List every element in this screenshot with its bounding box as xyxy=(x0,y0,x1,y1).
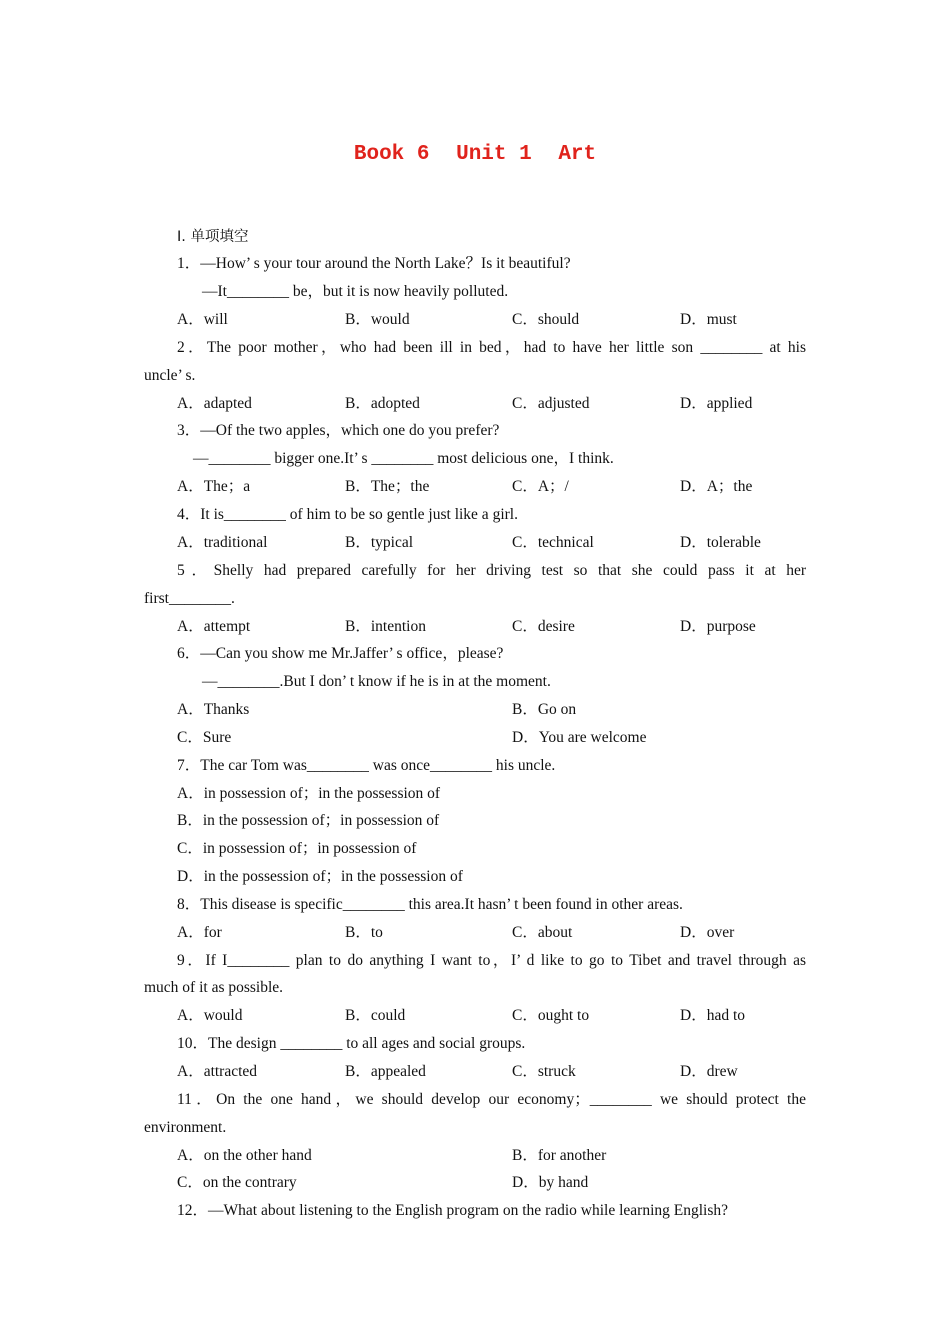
question-1-option-a: A．will xyxy=(177,311,228,328)
question-11-option-c: C．on the contrary xyxy=(177,1174,297,1191)
question-1-option-b: B．would xyxy=(345,311,410,328)
title-topic: Art xyxy=(558,143,597,166)
question-5-option-a: A．attempt xyxy=(177,618,251,635)
title-unit: Unit 1 xyxy=(456,143,532,166)
question-3-option-a: A．The；a xyxy=(177,478,251,495)
question-9-option-d: D．had to xyxy=(680,1007,746,1024)
question-4-option-d: D．tolerable xyxy=(680,534,761,551)
question-3-stem: 3．—Of the two apples，which one do you prefer? xyxy=(177,422,500,439)
question-10-option-d: D．drew xyxy=(680,1063,738,1080)
question-3-option-d: D．A；the xyxy=(680,478,753,495)
question-8-option-b: B．to xyxy=(345,924,383,941)
question-7-option-c: C．in possession of；in possession of xyxy=(177,840,417,857)
question-6-option-b: B．Go on xyxy=(512,701,577,718)
question-2-stem: 2．The poor mother，who had been ill in bed，had to have her little son ________ at his xyxy=(177,339,806,356)
question-12-stem: 12．—What about listening to the English program on the radio while learning English? xyxy=(177,1202,728,1219)
question-10-option-b: B．appealed xyxy=(345,1063,426,1080)
question-9-option-c: C．ought to xyxy=(512,1007,590,1024)
question-4-option-b: B．typical xyxy=(345,534,414,551)
question-7-option-b: B．in the possession of；in possession of xyxy=(177,812,440,829)
question-10-option-a: A．attracted xyxy=(177,1063,258,1080)
question-5-stem-cont: first________. xyxy=(144,590,235,607)
question-2-stem-cont: uncle’ s. xyxy=(144,367,196,384)
question-5-option-d: D．purpose xyxy=(680,618,756,635)
question-2-option-a: A．adapted xyxy=(177,395,252,412)
page-title xyxy=(0,143,950,166)
question-9-option-a: A．would xyxy=(177,1007,243,1024)
question-10-option-c: C．struck xyxy=(512,1063,576,1080)
question-5-option-c: C．desire xyxy=(512,618,575,635)
question-5-option-b: B．intention xyxy=(345,618,426,635)
question-6-stem: 6．—Can you show me Mr.Jaffer’ s office，please? xyxy=(177,645,504,662)
question-5-stem: 5．Shelly had prepared carefully for her driving test so that she could pass it at her xyxy=(177,562,806,579)
title-book: Book 6 xyxy=(353,143,430,166)
question-3-option-c: C．A；/ xyxy=(512,478,569,495)
question-3-option-b: B．The；the xyxy=(345,478,430,495)
question-11-option-d: D．by hand xyxy=(512,1174,589,1191)
question-11-stem-cont: environment. xyxy=(144,1119,227,1136)
question-11-stem: 11．On the one hand，we should develop our economy；________ we should protect the xyxy=(177,1091,806,1108)
question-4-stem: 4．It is________ of him to be so gentle just like a girl. xyxy=(177,506,518,523)
question-6-option-d: D．You are welcome xyxy=(512,729,647,746)
question-7-option-d: D．in the possession of；in the possession of xyxy=(177,868,463,885)
question-8-option-d: D．over xyxy=(680,924,735,941)
question-6-response: —________.But I don’ t know if he is in at the moment. xyxy=(202,673,551,690)
question-8-option-c: C．about xyxy=(512,924,573,941)
question-2-option-c: C．adjusted xyxy=(512,395,590,412)
question-8-option-a: A．for xyxy=(177,924,222,941)
question-1-stem: 1．—How’ s your tour around the North Lake？Is it beautiful? xyxy=(177,255,571,272)
question-10-stem: 10．The design ________ to all ages and social groups. xyxy=(177,1035,526,1052)
question-1-option-d: D．must xyxy=(680,311,737,328)
question-7-option-a: A．in possession of；in the possession of xyxy=(177,785,441,802)
question-4-option-c: C．technical xyxy=(512,534,594,551)
question-8-stem: 8．This disease is specific________ this area.It hasn’ t been found in other areas. xyxy=(177,896,683,913)
question-11-option-a: A．on the other hand xyxy=(177,1147,312,1164)
question-9-stem-cont: much of it as possible. xyxy=(144,979,284,996)
question-6-option-a: A．Thanks xyxy=(177,701,250,718)
question-7-stem: 7．The car Tom was________ was once________ his uncle. xyxy=(177,757,556,774)
question-4-option-a: A．traditional xyxy=(177,534,268,551)
question-3-response: —________ bigger one.It’ s ________ most delicious one，I think. xyxy=(193,450,614,467)
question-9-option-b: B．could xyxy=(345,1007,406,1024)
question-2-option-d: D．applied xyxy=(680,395,753,412)
question-2-option-b: B．adopted xyxy=(345,395,420,412)
question-1-option-c: C．should xyxy=(512,311,580,328)
question-6-option-c: C．Sure xyxy=(177,729,232,746)
section-heading: Ⅰ. 单项填空 xyxy=(177,229,249,245)
question-9-stem: 9．If I________ plan to do anything I want to，I’ d like to go to Tibet and travel through as xyxy=(177,952,806,969)
question-1-response: —It________ be，but it is now heavily polluted. xyxy=(202,283,509,300)
question-11-option-b: B．for another xyxy=(512,1147,607,1164)
